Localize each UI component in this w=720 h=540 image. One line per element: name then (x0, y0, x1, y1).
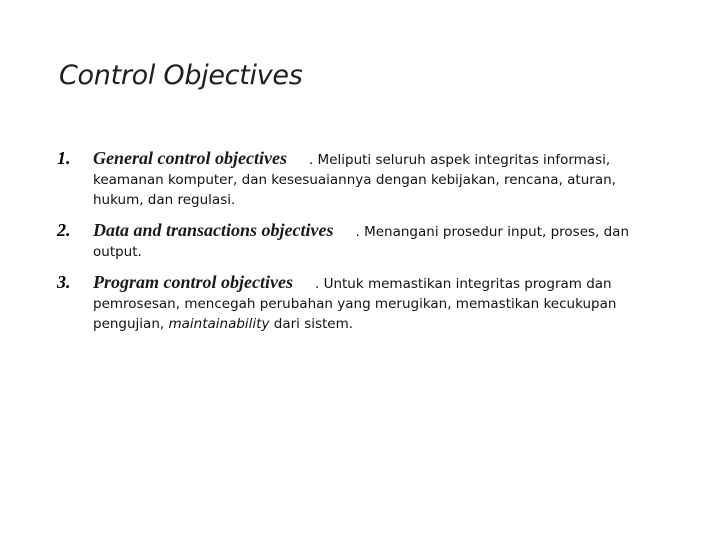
item-term: Data and transactions objectives (93, 220, 334, 240)
item-description: . Menangani prosedur input, proses, dan output. (93, 224, 630, 260)
item-term: General control objectives (93, 148, 287, 168)
slide-title: Control Objectives (59, 60, 303, 91)
list-item (57, 272, 667, 334)
list-item (57, 148, 667, 210)
item-description-emphasis: maintainability (168, 316, 270, 332)
list-item (57, 220, 667, 262)
item-number: 3. (57, 272, 71, 292)
item-description-start: . Untuk memastikan integritas program dan pemrosesan, mencegah perubahan yang merugikan, memastikan kecukupan pengujian, (93, 276, 617, 332)
item-number: 1. (57, 148, 71, 168)
item-term: Program control objectives (93, 272, 293, 292)
item-description-end: dari sistem. (269, 316, 354, 332)
item-number: 2. (57, 220, 71, 240)
item-description: . Meliputi seluruh aspek integritas informasi, keamanan komputer, dan kesesuaiannya dengan kebijakan, rencana, aturan, hukum, dan regulasi. (93, 152, 616, 208)
objectives-list (57, 148, 667, 344)
